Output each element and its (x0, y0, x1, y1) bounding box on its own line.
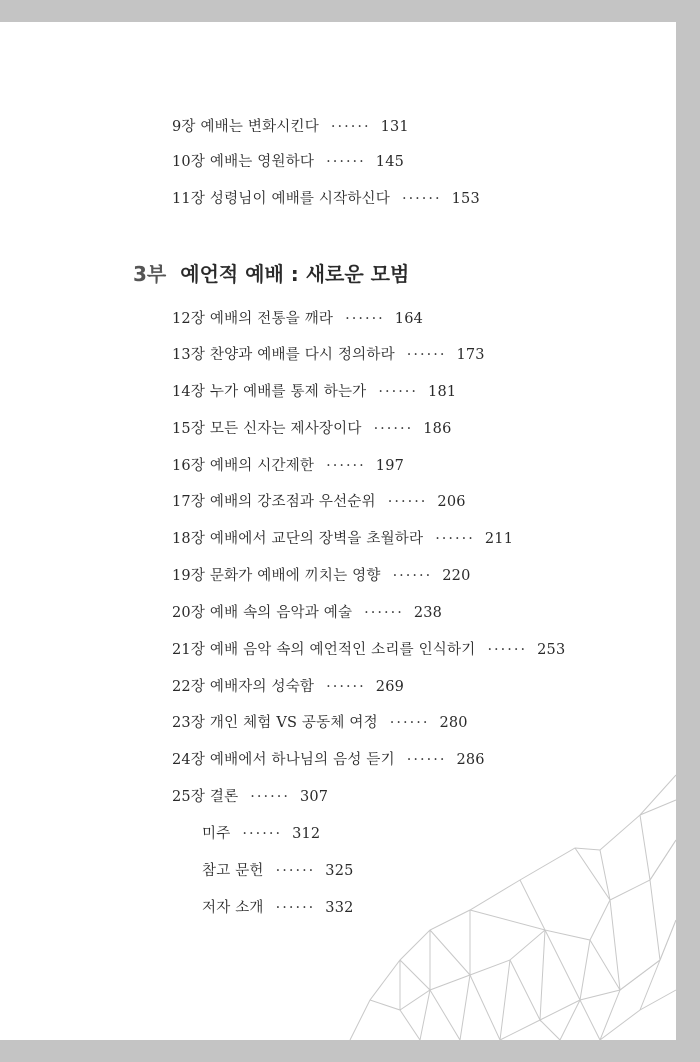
toc-entry-page: 325 (325, 863, 354, 879)
toc-entry-references[interactable] (202, 861, 354, 881)
toc-entry-24[interactable] (172, 750, 485, 770)
toc-entry-title: 14장 누가 예배를 통제 하는가 (172, 384, 367, 400)
toc-entry-title: 24장 예배에서 하나님의 음성 듣기 (172, 752, 395, 768)
toc-entry-title: 10장 예배는 영원하다 (172, 154, 315, 170)
toc-entry-20[interactable] (172, 603, 442, 623)
toc-entry-page: 153 (451, 191, 480, 207)
toc-leader-dots: ······ (406, 347, 447, 363)
toc-entry-page: 173 (456, 347, 485, 363)
toc-entry-9[interactable] (172, 117, 409, 137)
toc-entry-14[interactable] (172, 382, 456, 402)
toc-entry-title: 23장 개인 체험 VS 공동체 여정 (172, 715, 378, 731)
toc-entry-16[interactable] (172, 456, 404, 476)
toc-entry-12[interactable] (172, 309, 423, 329)
toc-entry-title: 15장 모든 신자는 제사장이다 (172, 421, 362, 437)
toc-entry-page: 280 (439, 715, 468, 731)
toc-entry-title: 저자 소개 (202, 900, 264, 916)
toc-entry-page: 206 (437, 494, 466, 510)
toc-entry-23[interactable] (172, 713, 468, 733)
toc-leader-dots: ······ (435, 531, 475, 547)
toc-leader-dots: ······ (373, 421, 414, 437)
toc-leader-dots: ······ (401, 191, 442, 207)
toc-leader-dots: ······ (364, 605, 404, 621)
toc-leader-dots: ······ (392, 568, 433, 584)
toc-entry-title: 13장 찬양과 예배를 다시 정의하라 (172, 347, 395, 363)
part-number: 3부 (133, 262, 167, 286)
toc-entry-title: 20장 예배 속의 음악과 예술 (172, 605, 353, 621)
toc-entry-page: 286 (456, 752, 485, 768)
toc-entry-title: 17장 예배의 강조점과 우선순위 (172, 494, 376, 510)
toc-leader-dots: ······ (487, 642, 528, 658)
part-heading (133, 258, 409, 287)
toc-entry-21[interactable] (172, 640, 565, 660)
toc-entry-page: 164 (394, 311, 424, 327)
toc-entry-title: 미주 (202, 826, 231, 842)
toc-entry-title: 11장 성령님이 예배를 시작하신다 (172, 191, 390, 207)
toc-entry-page: 312 (292, 826, 321, 842)
toc-leader-dots: ······ (406, 752, 447, 768)
toc-entry-title: 25장 결론 (172, 789, 239, 805)
toc-entry-page: 269 (375, 679, 405, 695)
toc-leader-dots: ······ (275, 863, 316, 879)
toc-entry-title: 9장 예배는 변화시킨다 (172, 119, 319, 135)
toc-leader-dots: ······ (242, 826, 283, 842)
toc-entry-page: 145 (375, 154, 405, 170)
toc-entry-19[interactable] (172, 566, 471, 586)
toc-entry-page: 131 (380, 119, 409, 135)
toc-leader-dots: ······ (326, 679, 366, 695)
toc-entry-title: 16장 예배의 시간제한 (172, 458, 315, 474)
toc-leader-dots: ······ (330, 119, 371, 135)
toc-entry-title: 22장 예배자의 성숙함 (172, 679, 315, 695)
toc-entry-page: 253 (537, 642, 566, 658)
toc-entry-page: 238 (413, 605, 443, 621)
toc-leader-dots: ······ (345, 311, 385, 327)
toc-entry-17[interactable] (172, 492, 466, 512)
toc-entry-title: 19장 문화가 예배에 끼치는 영향 (172, 568, 381, 584)
toc-leader-dots: ······ (275, 900, 316, 916)
toc-entry-page: 197 (375, 458, 405, 474)
toc-entry-author[interactable] (202, 898, 354, 918)
toc-leader-dots: ······ (387, 494, 428, 510)
toc-entry-13[interactable] (172, 345, 485, 365)
toc-entry-10[interactable] (172, 152, 404, 172)
toc-entry-11[interactable] (172, 189, 480, 209)
toc-leader-dots: ······ (378, 384, 419, 400)
toc-entry-18[interactable] (172, 529, 513, 549)
toc-leader-dots: ······ (389, 715, 430, 731)
toc-entry-notes[interactable] (202, 824, 320, 844)
toc-entry-title: 12장 예배의 전통을 깨라 (172, 311, 334, 327)
toc-entry-page: 181 (428, 384, 457, 400)
toc-entry-title: 참고 문헌 (202, 863, 264, 879)
toc-entry-title: 21장 예배 음악 속의 예언적인 소리를 인식하기 (172, 642, 476, 658)
toc-entry-page: 186 (423, 421, 452, 437)
toc-entry-page: 211 (484, 531, 514, 547)
toc-leader-dots: ······ (326, 154, 366, 170)
toc-entry-page: 220 (442, 568, 471, 584)
toc-entry-25[interactable] (172, 787, 328, 807)
toc-entry-title: 18장 예배에서 교단의 장벽을 초월하라 (172, 531, 424, 547)
toc-entry-22[interactable] (172, 677, 404, 697)
part-title: 예언적 예배 : 새로운 모범 (180, 262, 410, 286)
toc-entry-page: 332 (325, 900, 354, 916)
toc-entry-15[interactable] (172, 419, 452, 439)
toc-leader-dots: ······ (250, 789, 290, 805)
toc-entry-page: 307 (299, 789, 329, 805)
toc-leader-dots: ······ (326, 458, 366, 474)
